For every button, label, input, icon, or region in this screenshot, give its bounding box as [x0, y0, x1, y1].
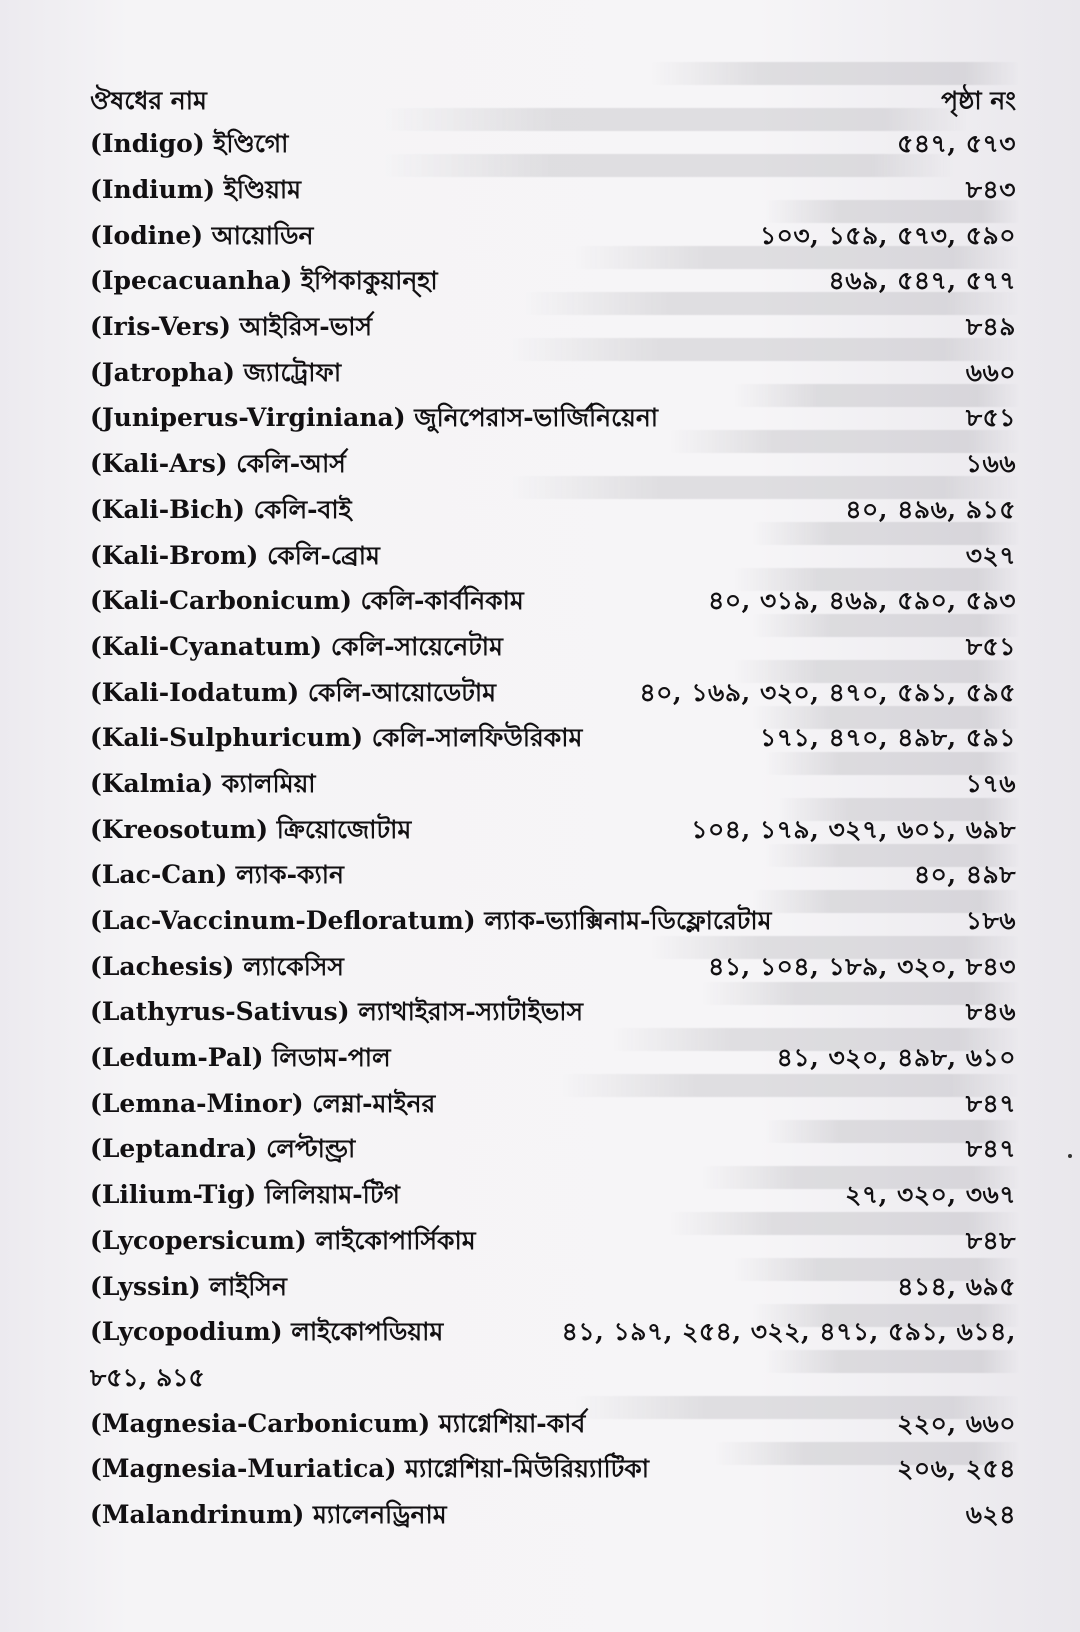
index-entry — [90, 489, 1016, 535]
entry-pages: ১৭১, ৪৭০, ৪৯৮, ৫৯১ — [760, 723, 1016, 753]
index-entry — [90, 1402, 1016, 1448]
entry-name: (Jatropha) জ্যাট্রোফা — [90, 357, 342, 387]
entry-pages: ১০৪, ১৭৯, ৩২৭, ৬০১, ৬৯৮ — [691, 814, 1016, 844]
index-entry — [90, 900, 1016, 946]
entry-pages: ২৭, ৩২০, ৩৬৭ — [845, 1180, 1016, 1210]
entry-name: (Kali-Cyanatum) কেলি-সায়েনেটাম — [90, 631, 503, 661]
entry-name: (Indigo) ইণ্ডিগো — [90, 129, 289, 159]
entry-name: (Iodine) আয়োডিন — [90, 220, 314, 250]
entry-pages: ১৭৬ — [965, 768, 1016, 798]
entry-pages: ৪১৪, ৬৯৫ — [897, 1271, 1016, 1301]
entry-name: (Malandrinum) ম্যালেনড্রিনাম — [90, 1499, 447, 1529]
entry-name: (Magnesia-Muriatica) ম্যাগ্নেশিয়া-মিউরিয়্যাটিকা — [90, 1454, 650, 1484]
index-entry — [90, 1128, 1016, 1174]
entry-pages: ৩২৭ — [965, 540, 1016, 570]
index-entry — [90, 991, 1016, 1037]
entry-pages: ৮৫১ — [965, 403, 1016, 433]
entry-name: (Lycopodium) লাইকোপডিয়াম — [90, 1317, 444, 1347]
index-entry — [90, 1265, 1016, 1311]
entry-name: (Ledum-Pal) লিডাম-পাল — [90, 1043, 391, 1073]
index-entry — [90, 1220, 1016, 1266]
entry-name: (Lathyrus-Sativus) ল্যাথাইরাস-স্যাটাইভাস — [90, 997, 584, 1027]
entry-name: (Ipecacuanha) ইপিকাকুয়ান্‌হা — [90, 266, 438, 296]
index-entry — [90, 534, 1016, 580]
column-heading-page-number: পৃষ্ঠা নং — [941, 85, 1016, 115]
page-continuation: ৮৫১, ৯১৫ — [90, 1362, 205, 1392]
entry-name: (Iris-Vers) আইরিস-ভার্স — [90, 312, 372, 342]
entry-pages: ১৮৬ — [965, 906, 1016, 936]
entry-pages: ৪১, ৩২০, ৪৯৮, ৬১০ — [776, 1043, 1016, 1073]
entry-pages: ২২০, ৬৬০ — [897, 1408, 1016, 1438]
entry-name: (Magnesia-Carbonicum) ম্যাগ্নেশিয়া-কার্ব — [90, 1408, 586, 1438]
entry-pages: ১৬৬ — [965, 449, 1016, 479]
entry-name: (Lac-Can) ল্যাক-ক্যান — [90, 860, 344, 890]
entry-pages: ৪৬৯, ৫৪৭, ৫৭৭ — [828, 266, 1016, 296]
index-entry — [90, 626, 1016, 672]
entry-pages: ৬২৪ — [965, 1499, 1016, 1529]
index-entry — [90, 1448, 1016, 1494]
entry-pages: ৪০, ৩১৯, ৪৬৯, ৫৯০, ৫৯৩ — [708, 586, 1016, 616]
entry-name: (Lemna-Minor) লেম্না-মাইনর — [90, 1088, 436, 1118]
index-entry — [90, 580, 1016, 626]
index-entry — [90, 717, 1016, 763]
entry-pages: ৪১, ১০৪, ১৮৯, ৩২০, ৮৪৩ — [708, 951, 1016, 981]
entry-pages: ৮৪৯ — [965, 312, 1016, 342]
entry-pages: ১০৩, ১৫৯, ৫৭৩, ৫৯০ — [759, 220, 1016, 250]
index-header — [90, 82, 1016, 122]
entry-name: (Lachesis) ল্যাকেসিস — [90, 951, 344, 981]
entry-pages: ৮৪৩ — [965, 175, 1016, 205]
entry-name: (Lilium-Tig) লিলিয়াম-টিগ — [90, 1180, 400, 1210]
column-heading-medicine-name: ঔষধের নাম — [90, 85, 207, 115]
index-entry — [90, 1082, 1016, 1128]
entry-pages: ৮৪৭ — [965, 1088, 1016, 1118]
entry-pages: ৮৪৬ — [965, 997, 1016, 1027]
entry-name: (Leptandra) লেপ্টাণ্ড্রা — [90, 1134, 356, 1164]
index-entry — [90, 808, 1016, 854]
index-entry — [90, 397, 1016, 443]
print-speck — [1068, 1154, 1072, 1158]
index-entry — [90, 123, 1016, 169]
index-entry — [90, 1311, 1016, 1357]
entry-pages: ৪০, ৪৯৮ — [913, 860, 1016, 890]
entry-pages: ৮৪৭ — [965, 1134, 1016, 1164]
entry-name: (Kali-Bich) কেলি-বাই — [90, 494, 352, 524]
index-list — [90, 123, 1016, 1539]
entry-name: (Kali-Iodatum) কেলি-আয়োডেটাম — [90, 677, 497, 707]
index-entry — [90, 671, 1016, 717]
entry-pages: ৮৪৮ — [965, 1225, 1016, 1255]
entry-name: (Lycopersicum) লাইকোপার্সিকাম — [90, 1225, 476, 1255]
index-entry — [90, 351, 1016, 397]
index-entry — [90, 260, 1016, 306]
index-entry — [90, 306, 1016, 352]
entry-name: (Kali-Sulphuricum) কেলি-সালফিউরিকাম — [90, 723, 583, 753]
entry-pages: ৮৫১ — [965, 631, 1016, 661]
entry-name: (Kalmia) ক্যালমিয়া — [90, 768, 316, 798]
index-entry — [90, 214, 1016, 260]
entry-pages: ৬৬০ — [965, 357, 1016, 387]
index-entry — [90, 1494, 1016, 1540]
entry-pages: ৪১, ১৯৭, ২৫৪, ৩২২, ৪৭১, ৫৯১, ৬১৪, — [561, 1317, 1016, 1347]
index-entry — [90, 1174, 1016, 1220]
entry-name: (Kali-Carbonicum) কেলি-কার্বনিকাম — [90, 586, 524, 616]
entry-pages: ২০৬, ২৫৪ — [897, 1454, 1016, 1484]
index-entry — [90, 854, 1016, 900]
entry-name: (Kali-Ars) কেলি-আর্স — [90, 449, 346, 479]
entry-pages: ৫৪৭, ৫৭৩ — [897, 129, 1016, 159]
index-entry — [90, 1037, 1016, 1083]
entry-name: (Lyssin) লাইসিন — [90, 1271, 287, 1301]
entry-name: (Kali-Brom) কেলি-ব্রোম — [90, 540, 380, 570]
index-entry — [90, 945, 1016, 991]
entry-pages: ৪০, ৪৯৬, ৯১৫ — [845, 494, 1016, 524]
entry-name: (Kreosotum) ক্রিয়োজোটাম — [90, 814, 412, 844]
index-entry — [90, 763, 1016, 809]
entry-name: (Lac-Vaccinum-Defloratum) ল্যাক-ভ্যাক্সিনাম-ডিফ্লোরেটাম — [90, 906, 772, 936]
entry-name: (Juniperus-Virginiana) জুনিপেরাস-ভার্জিনিয়েনা — [90, 403, 659, 433]
entry-pages: ৪০, ১৬৯, ৩২০, ৪৭০, ৫৯১, ৫৯৫ — [639, 677, 1016, 707]
index-entry — [90, 443, 1016, 489]
entry-name: (Indium) ইণ্ডিয়াম — [90, 175, 302, 205]
index-entry — [90, 169, 1016, 215]
